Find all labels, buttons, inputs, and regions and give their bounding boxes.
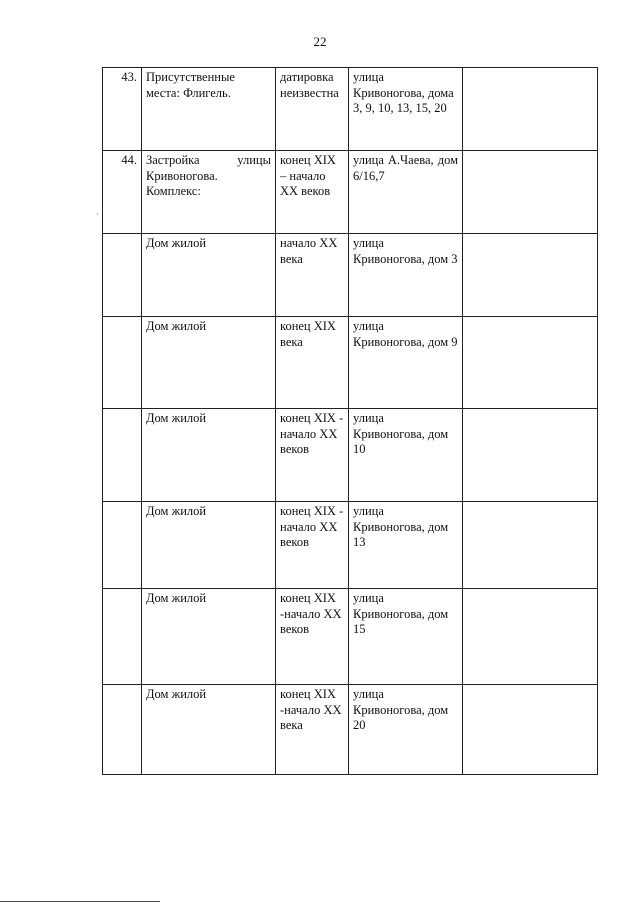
object-address: улица А.Чаева, дом 6/16,7 — [349, 151, 463, 234]
object-name: Дом жилой — [142, 502, 276, 589]
table-row — [103, 589, 598, 685]
table-row — [103, 151, 598, 234]
object-photo-cell — [463, 234, 598, 317]
object-date: конец XIX - начало XX веков — [276, 409, 349, 502]
object-photo-cell — [463, 409, 598, 502]
object-date: конец XIX - начало XX веков — [276, 502, 349, 589]
row-number: 43. — [103, 68, 142, 151]
row-number — [103, 502, 142, 589]
table-row — [103, 68, 598, 151]
object-name: Дом жилой — [142, 589, 276, 685]
row-number — [103, 685, 142, 775]
heritage-table — [102, 67, 598, 775]
object-address: улица Кривоногова, дом 3 — [349, 234, 463, 317]
object-name: Застройка улицы Кривоногова. Комплекс: — [142, 151, 276, 234]
object-date: датировка неизвестна — [276, 68, 349, 151]
object-photo-cell — [463, 502, 598, 589]
table-row — [103, 317, 598, 409]
object-name: Дом жилой — [142, 234, 276, 317]
table-row — [103, 502, 598, 589]
row-number — [103, 409, 142, 502]
scan-mark: ` — [96, 212, 99, 222]
object-name: Дом жилой — [142, 685, 276, 775]
row-number: 44. — [103, 151, 142, 234]
object-photo-cell — [463, 151, 598, 234]
object-address: улица Кривоногова, дома 3, 9, 10, 13, 15, 20 — [349, 68, 463, 151]
object-date: конец XIX -начало XX веков — [276, 589, 349, 685]
object-photo-cell — [463, 685, 598, 775]
row-number — [103, 317, 142, 409]
row-number — [103, 234, 142, 317]
object-date: начало XX века — [276, 234, 349, 317]
object-name: Дом жилой — [142, 317, 276, 409]
object-address: улица Кривоногова, дом 15 — [349, 589, 463, 685]
object-address: улица Кривоногова, дом 20 — [349, 685, 463, 775]
object-date: конец XIX – начало XX веков — [276, 151, 349, 234]
row-number — [103, 589, 142, 685]
object-photo-cell — [463, 317, 598, 409]
object-address: улица Кривоногова, дом 13 — [349, 502, 463, 589]
object-date: конец XIX -начало XX века — [276, 685, 349, 775]
table-row — [103, 409, 598, 502]
footer-rule — [0, 901, 160, 902]
object-name: Дом жилой — [142, 409, 276, 502]
object-date: конец XIX века — [276, 317, 349, 409]
object-photo-cell — [463, 68, 598, 151]
page-number: 22 — [313, 34, 327, 49]
object-address: улица Кривоногова, дом 9 — [349, 317, 463, 409]
table-row — [103, 234, 598, 317]
object-name: Присутственные места: Флигель. — [142, 68, 276, 151]
table-row — [103, 685, 598, 775]
object-photo-cell — [463, 589, 598, 685]
object-address: улица Кривоногова, дом 10 — [349, 409, 463, 502]
